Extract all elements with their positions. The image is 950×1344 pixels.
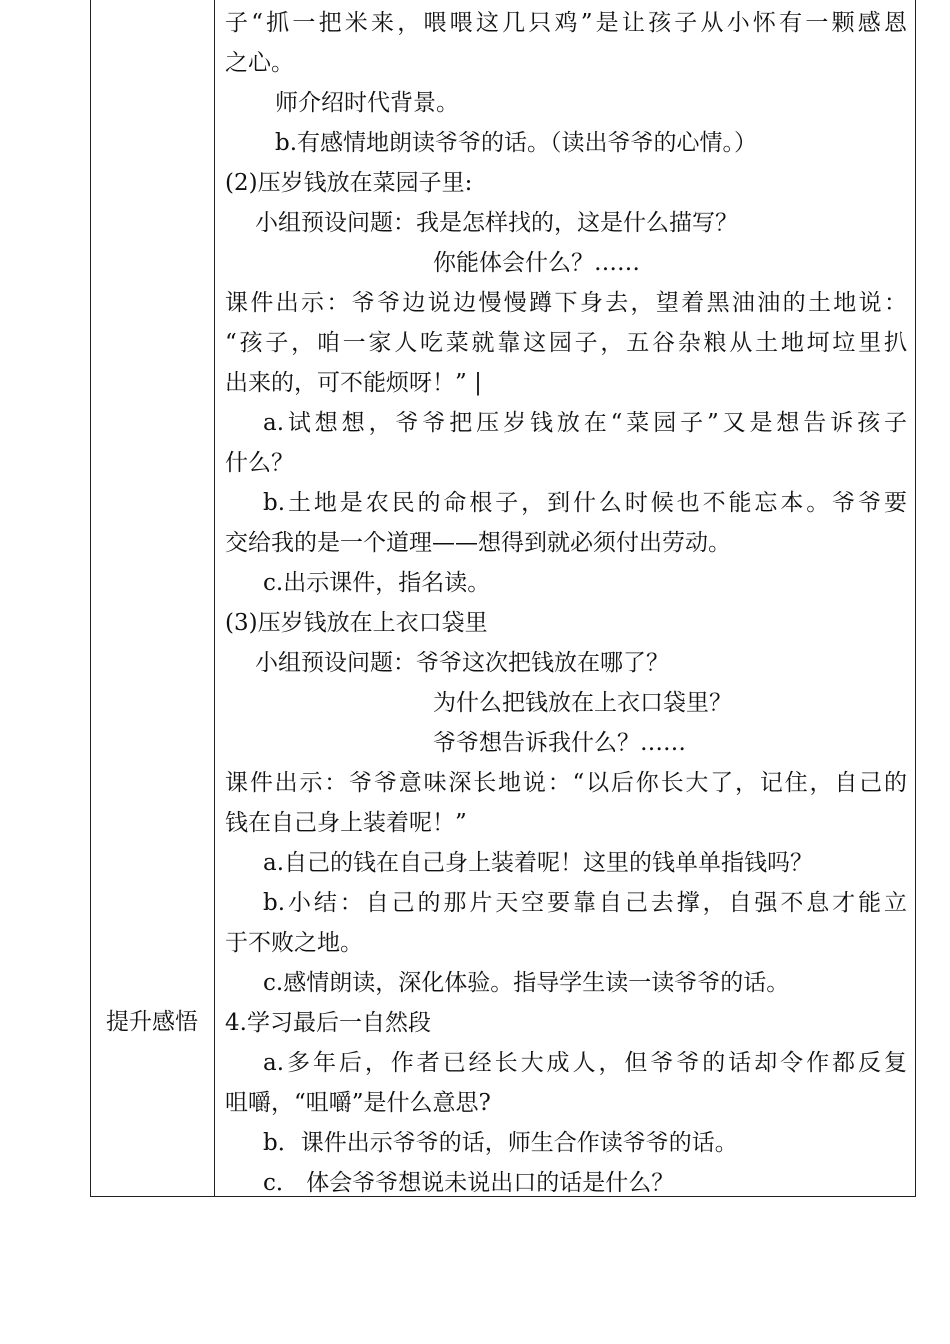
content-cell: [215, 0, 915, 1196]
content-line: a.多年后，作者已经长大成人，但爷爷的话却令作都反复: [263, 1050, 907, 1076]
content-line: 咀嚼，“咀嚼”是什么意思?: [225, 1090, 491, 1116]
content-line: 课件出示：爷爷意味深长地说：“以后你长大了，记住，自己的: [225, 770, 907, 796]
content-line: b．课件出示爷爷的话，师生合作读爷爷的话。: [263, 1130, 738, 1156]
content-line: 交给我的是一个道理——想得到就必须付出劳动。: [225, 530, 731, 556]
content-line: 你能体会什么？……: [433, 250, 640, 276]
content-line: b.有感情地朗读爷爷的话。（读出爷爷的心情。）: [275, 130, 758, 156]
content-line: 钱在自己身上装着呢！”: [225, 810, 467, 836]
content-line: 爷爷想告诉我什么？……: [433, 730, 686, 756]
content-line: 小组预设问题：我是怎样找的，这是什么描写？: [255, 210, 738, 236]
content-line: 4.学习最后一自然段: [225, 1010, 431, 1036]
content-line: b.土地是农民的命根子，到什么时候也不能忘本。爷爷要: [263, 490, 907, 516]
content-line: 为什么把钱放在上衣口袋里？: [433, 690, 732, 716]
content-line: “孩子，咱一家人吃菜就靠这园子，五谷杂粮从土地坷垃里扒: [225, 330, 907, 356]
content-line: c． 体会爷爷想说未说出口的话是什么？: [263, 1170, 675, 1196]
content-line: 小组预设问题：爷爷这次把钱放在哪了？: [255, 650, 669, 676]
content-line: 师介绍时代背景。: [275, 90, 459, 116]
content-line: c.感情朗读，深化体验。指导学生读一读爷爷的话。: [263, 970, 790, 996]
content-line: 什么？: [225, 450, 294, 476]
content-line: 子“抓一把米来，喂喂这几只鸡”是让孩子从小怀有一颗感恩: [225, 10, 907, 36]
content-line: c.出示课件，指名读。: [263, 570, 491, 596]
section-label-cell: [91, 0, 215, 1196]
section-label: 提升感悟: [106, 1009, 198, 1035]
content-line: (3)压岁钱放在上衣口袋里: [225, 610, 488, 636]
content-line: b.小结：自己的那片天空要靠自己去撑，自强不息才能立: [263, 890, 907, 916]
lesson-plan-table: [90, 0, 916, 1197]
content-line: a.自己的钱在自己身上装着呢！这里的钱单单指钱吗？: [263, 850, 814, 876]
content-line: 课件出示：爷爷边说边慢慢蹲下身去，望着黑油油的土地说：: [225, 290, 907, 316]
content-line: 出来的，可不能烦呀！” |: [225, 370, 482, 396]
content-line: 之心。: [225, 50, 294, 76]
content-line: (2)压岁钱放在菜园子里:: [225, 170, 473, 196]
content-line: a.试想想，爷爷把压岁钱放在“菜园子”又是想告诉孩子: [263, 410, 907, 436]
content-line: 于不败之地。: [225, 930, 363, 956]
